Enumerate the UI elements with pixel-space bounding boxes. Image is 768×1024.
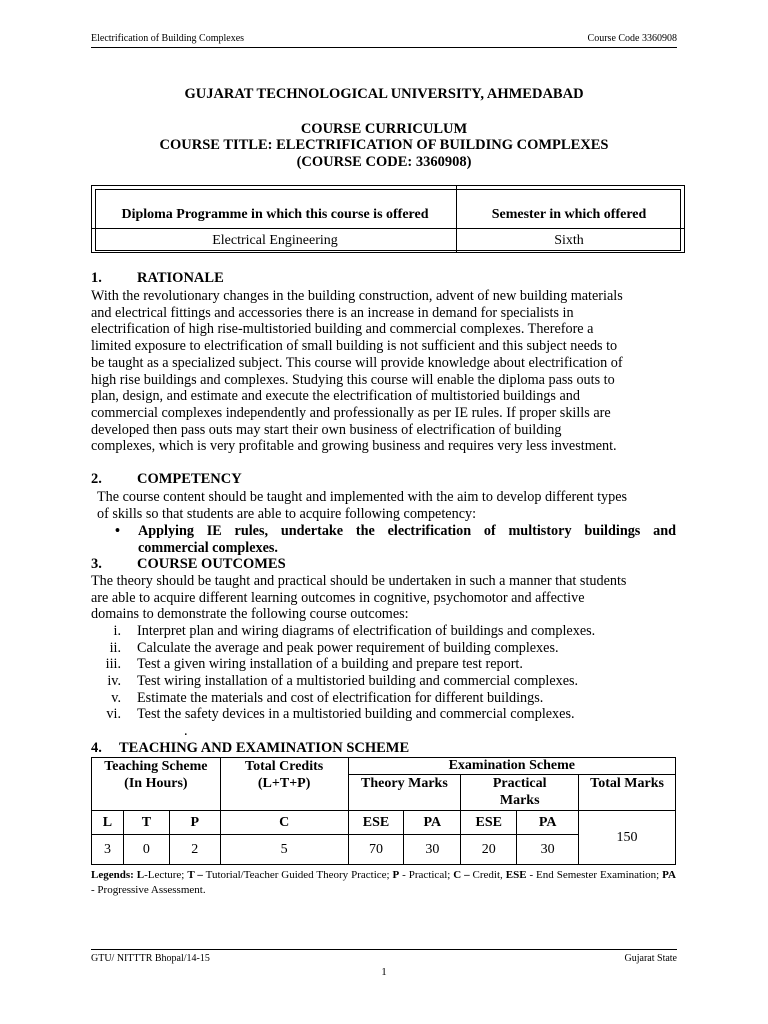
rationale-line: plan, design, and estimate and execute the electrification of multistoried buildings and [91, 388, 580, 405]
col-T: T [123, 811, 169, 835]
outcomes-line: are able to acquire different learning outcomes in cognitive, psychomotor and affective [91, 589, 585, 606]
col-practical-pa: PA [517, 811, 579, 835]
col-theory-pa: PA [404, 811, 461, 835]
legend-T-desc: Tutorial/Teacher Guided Theory Practice; [202, 869, 393, 881]
list-item [91, 623, 691, 640]
legend-L: L [136, 869, 145, 881]
semester-value: Sixth [554, 233, 584, 248]
competency-number: 2. [91, 471, 102, 487]
legend-PA-desc: - Progressive Assessment. [91, 884, 206, 896]
list-item [91, 723, 691, 740]
outcome-number: vi. [106, 706, 121, 723]
trailing-dot: . [184, 723, 188, 740]
list-item [91, 673, 691, 690]
header-course-code: Course Code 3360908 [587, 33, 677, 44]
ltp-label: (L+T+P) [257, 776, 311, 791]
total-marks-header: Total Marks [579, 775, 676, 811]
programme-table-row-divider [92, 228, 684, 229]
teaching-scheme-header [92, 758, 221, 811]
rationale-line: be taught as a specialized subject. This course will provide knowledge about electrification of [91, 354, 623, 371]
competency-title: COMPETENCY [137, 471, 242, 487]
competency-line: of skills so that students are able to acquire following competency: [97, 505, 477, 522]
rationale-number: 1. [91, 270, 102, 286]
competency-bullet-line: Applying IE rules, undertake the electrification of multistory buildings and [138, 523, 676, 539]
total-credits-label: Total Credits [245, 759, 324, 774]
list-item [91, 640, 691, 657]
rationale-line: high rise buildings and complexes. Studying this course will enable the diploma pass outs to [91, 371, 615, 388]
rationale-title: RATIONALE [137, 270, 224, 286]
legend-C-desc: Credit, [469, 869, 506, 881]
rationale-line: electrification of high rise-multistoried building and commercial complexes. Therefore a [91, 321, 594, 338]
teaching-scheme-label: Teaching Scheme [104, 759, 208, 774]
exam-scheme-header: Examination Scheme [348, 758, 675, 775]
total-credits-header [220, 758, 348, 811]
theory-marks-header: Theory Marks [348, 775, 461, 811]
running-header [91, 33, 677, 48]
curriculum-title: COURSE CURRICULUM [300, 121, 468, 137]
outcomes-list [91, 623, 691, 740]
rationale-line: With the revolutionary changes in the building construction, advent of new building materials [91, 288, 623, 304]
col-C: C [220, 811, 348, 835]
marks-label: Marks [499, 793, 540, 808]
legends [91, 868, 676, 898]
semester-header: Semester in which offered [491, 207, 647, 222]
competency-bullet-text [138, 523, 676, 556]
legend-L-desc: -Lecture; [144, 869, 188, 881]
outcome-text: Estimate the materials and cost of electrification for different buildings. [137, 689, 544, 706]
programme-header: Diploma Programme in which this course is offered [121, 207, 429, 222]
in-hours-label: (In Hours) [124, 776, 188, 791]
outcome-number: v. [111, 689, 121, 706]
outcome-text: Test wiring installation of a multistoried building and commercial complexes. [137, 673, 579, 690]
outcome-number: ii. [109, 639, 121, 656]
competency-bullet-line: commercial complexes. [138, 539, 278, 556]
rationale-paragraph [91, 288, 676, 455]
outcome-number: iii. [105, 656, 121, 673]
competency-line: The course content should be taught and implemented with the aim to develop different types [97, 489, 628, 505]
col-practical-ese: ESE [461, 811, 517, 835]
course-title: COURSE TITLE: ELECTRIFICATION OF BUILDING COMPLEXES [159, 137, 609, 153]
bullet-icon: • [115, 523, 120, 539]
outcomes-title: COURSE OUTCOMES [137, 556, 286, 572]
outcomes-paragraph [91, 573, 676, 623]
value-P: 2 [169, 835, 220, 865]
scheme-heading [91, 740, 409, 757]
value-T: 0 [123, 835, 169, 865]
col-P: P [169, 811, 220, 835]
scheme-number: 4. [91, 740, 102, 756]
legend-ESE-desc: - End Semester Examination; [526, 869, 663, 881]
rationale-line: limited exposure to electrification of small building is not sufficient and this subject needs to [91, 338, 618, 355]
total-marks-value: 150 [579, 811, 676, 865]
competency-paragraph [97, 489, 676, 522]
value-practical-ese: 20 [461, 835, 517, 865]
outcomes-heading [91, 556, 286, 573]
outcome-text: Test a given wiring installation of a building and prepare test report. [137, 656, 523, 673]
programme-value: Electrical Engineering [212, 233, 338, 248]
legend-T: T – [187, 869, 203, 881]
col-L: L [92, 811, 124, 835]
value-theory-ese: 70 [348, 835, 404, 865]
legend-ESE: ESE [505, 869, 527, 881]
outcome-number: i. [113, 623, 121, 639]
competency-heading [91, 471, 242, 488]
value-practical-pa: 30 [517, 835, 579, 865]
outcome-number: iv. [107, 673, 121, 690]
university-title: GUJARAT TECHNOLOGICAL UNIVERSITY, AHMEDABAD [184, 86, 584, 102]
list-item [91, 706, 691, 723]
scheme-title: TEACHING AND EXAMINATION SCHEME [119, 740, 410, 756]
legend-P: P [392, 869, 400, 881]
header-course-name: Electrification of Building Complexes [91, 33, 245, 44]
course-code-title: (COURSE CODE: 3360908) [296, 154, 472, 170]
col-theory-ese: ESE [348, 811, 404, 835]
page-number: 1 [381, 966, 387, 978]
value-C: 5 [220, 835, 348, 865]
outcome-text: Interpret plan and wiring diagrams of electrification of buildings and complexes. [137, 623, 596, 639]
running-footer [91, 949, 677, 964]
legend-PA: PA [662, 869, 677, 881]
legend-P-desc: - Practical; [399, 869, 454, 881]
value-L: 3 [92, 835, 124, 865]
outcomes-line: domains to demonstrate the following course outcomes: [91, 606, 409, 623]
outcomes-number: 3. [91, 556, 102, 572]
rationale-line: commercial complexes independently and professionally as per IE rules. If proper skills are [91, 404, 611, 421]
outcome-text: Calculate the average and peak power requirement of building complexes. [137, 639, 559, 656]
practical-label: Practical [492, 776, 547, 791]
scheme-table [91, 757, 676, 865]
practical-marks-header [461, 775, 579, 811]
programme-table [91, 185, 685, 253]
footer-left: GTU/ NITTTR Bhopal/14-15 [91, 953, 210, 964]
list-item [91, 656, 691, 673]
outcomes-line: The theory should be taught and practical should be undertaken in such a manner that students [91, 573, 627, 589]
outcome-text: Test the safety devices in a multistoried building and commercial complexes. [137, 706, 575, 723]
rationale-line: and electrical fittings and accessories there is an increase in demand for specialists in [91, 304, 574, 321]
footer-right: Gujarat State [624, 953, 677, 964]
legend-label: Legends: [91, 869, 134, 881]
rationale-line: developed then pass outs may start their own business of electrification of building [91, 421, 562, 438]
list-item [91, 690, 691, 707]
legend-C: C – [453, 869, 470, 881]
rationale-line: complexes, which is very profitable and growing business and requires very less investment. [91, 438, 617, 455]
rationale-heading [91, 270, 224, 287]
value-theory-pa: 30 [404, 835, 461, 865]
